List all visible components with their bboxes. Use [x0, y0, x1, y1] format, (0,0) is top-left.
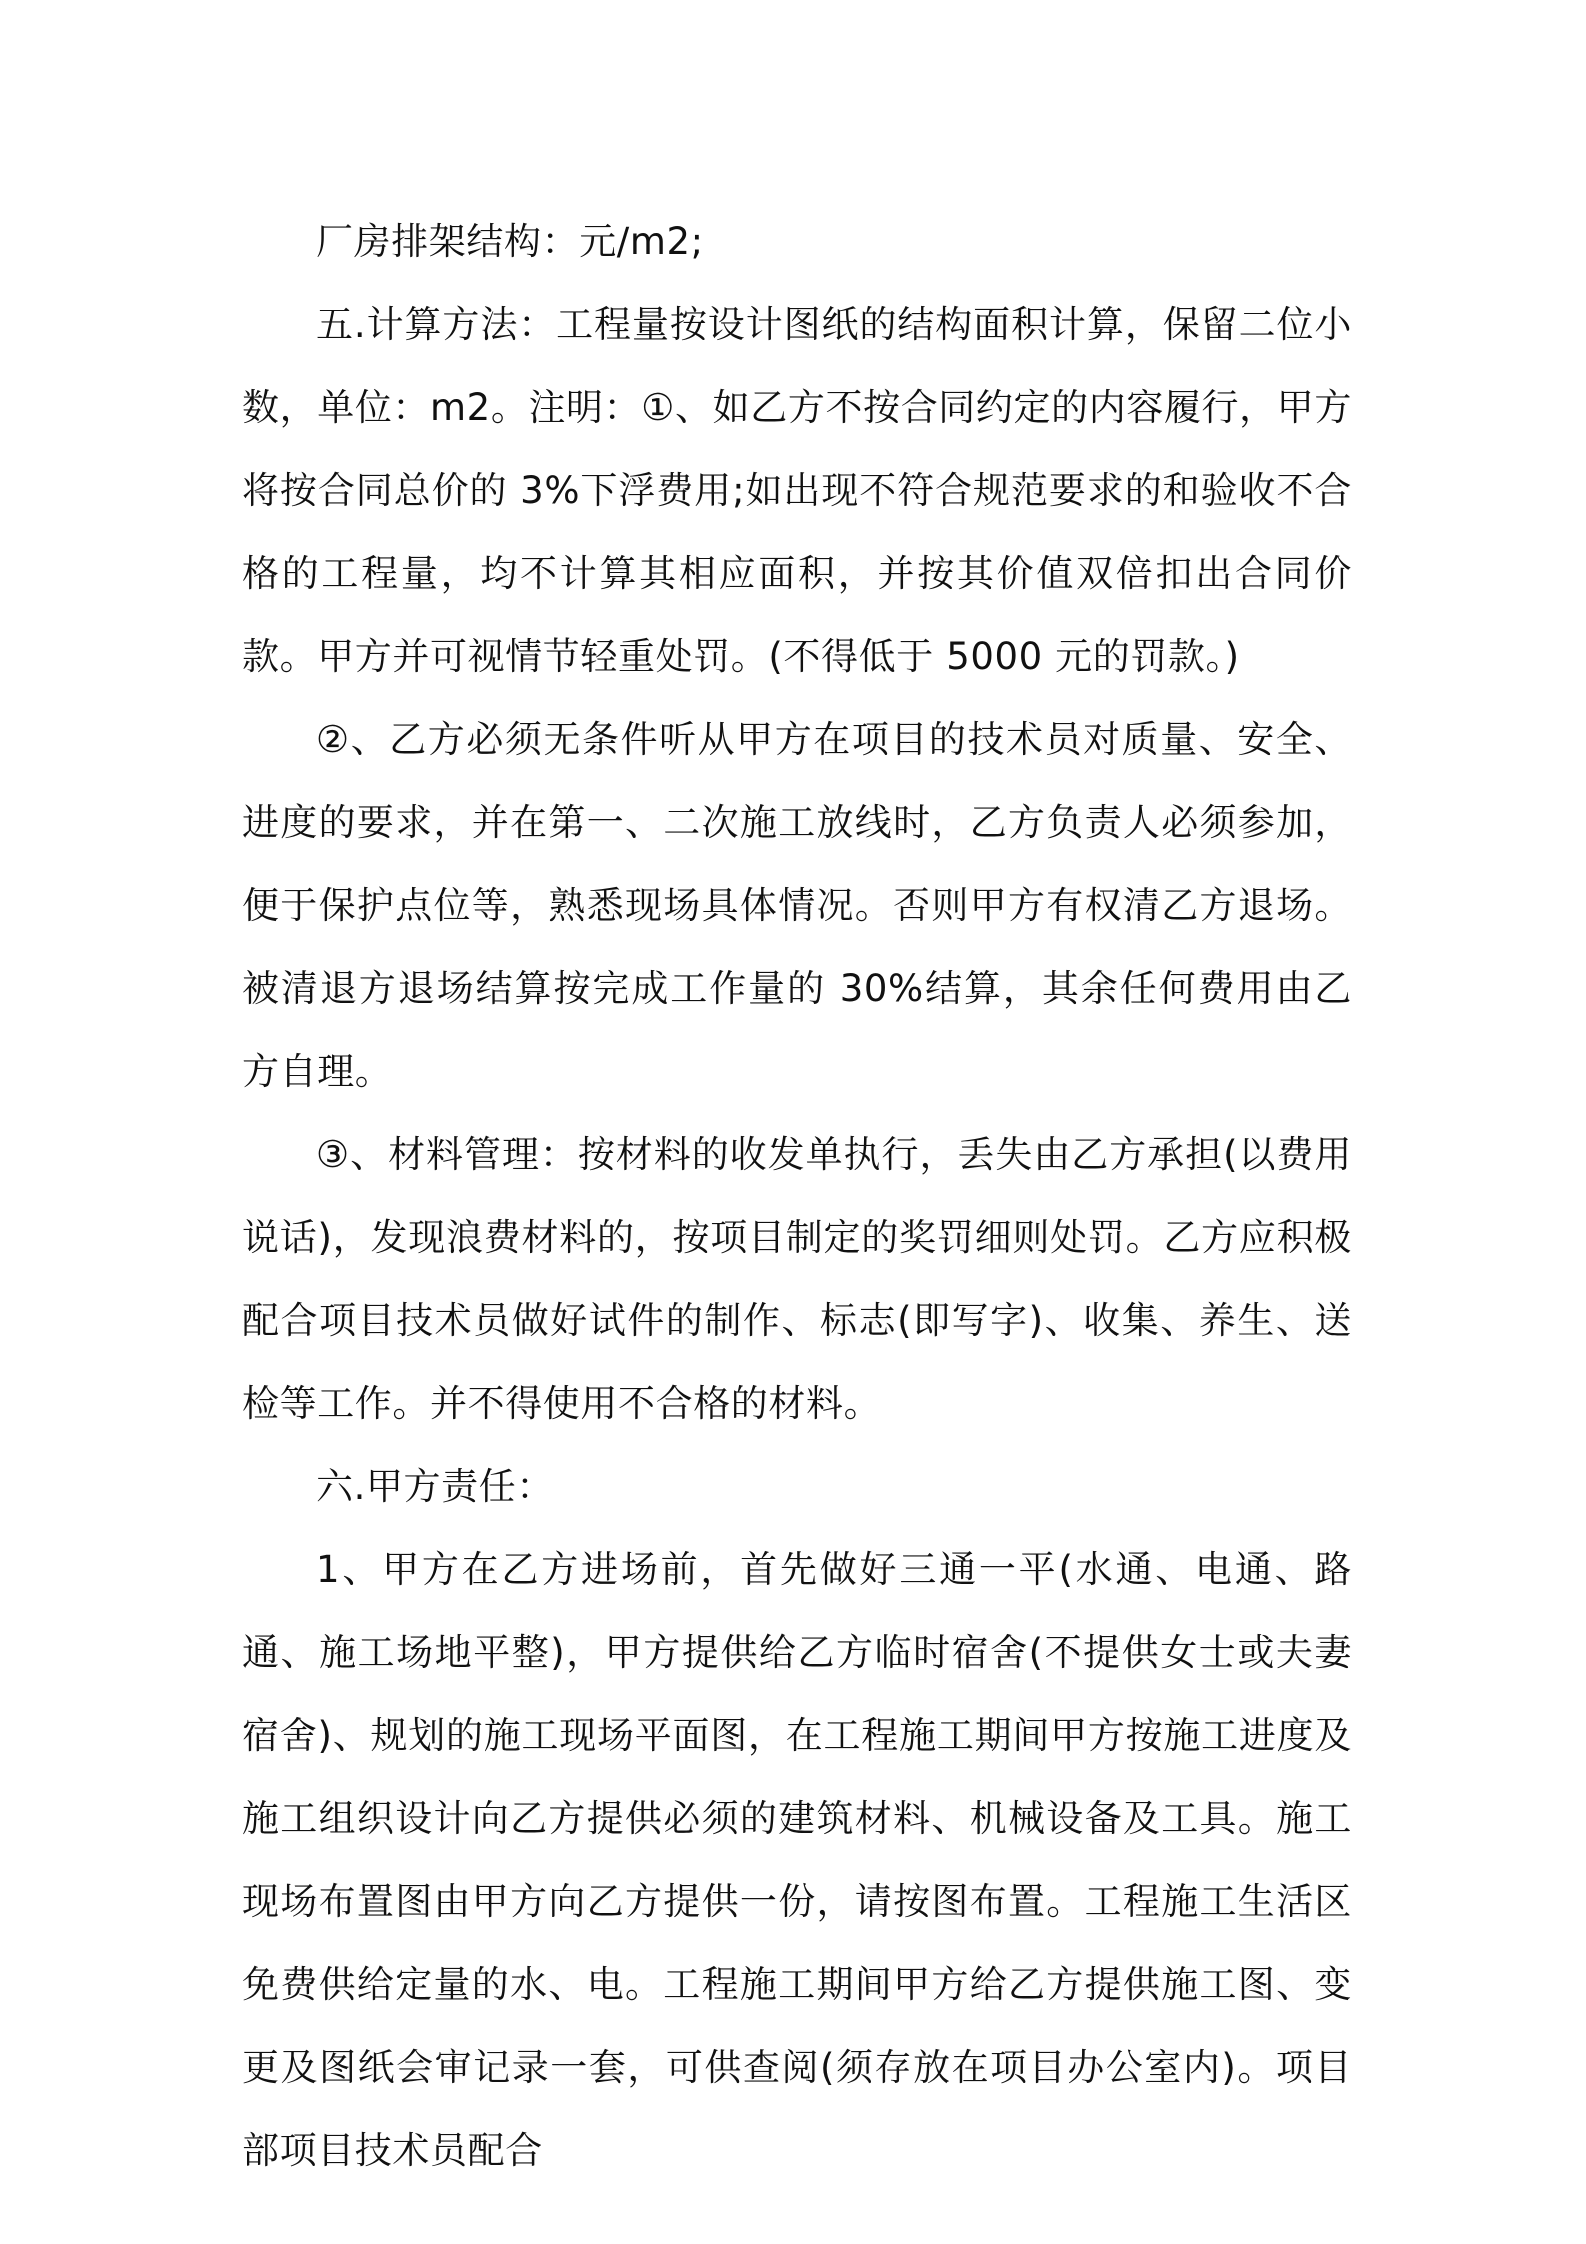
paragraph-material-management: ③、材料管理：按材料的收发单执行，丢失由乙方承担(以费用说话)，发现浪费材料的，按项目制定的奖罚细则处罚。乙方应积极配合项目技术员做好试件的制作、标志(即写字)、收集、养生、送检等工作。并不得使用不合格的材料。: [242, 1133, 1352, 1425]
paragraph-calculation-method: 五.计算方法：工程量按设计图纸的结构面积计算，保留二位小数，单位：m2。注明：①、如乙方不按合同约定的内容履行，甲方将按合同总价的 3%下浮费用;如出现不符合规范要求的和验收不合格的工程量，均不计算其相应面积，并按其价值双倍扣出合同价款。甲方并可视情节轻重处罚。(不得低于 5000 元的罚款。): [242, 303, 1352, 678]
paragraph-party-a-duties: 1、甲方在乙方进场前，首先做好三通一平(水通、电通、路通、施工场地平整)，甲方提供给乙方临时宿舍(不提供女士或夫妻宿舍)、规划的施工现场平面图，在工程施工期间甲方按施工进度及施工组织设计向乙方提供必须的建筑材料、机械设备及工具。施工现场布置图由甲方向乙方提供一份，请按图布置。工程施工生活区免费供给定量的水、电。工程施工期间甲方给乙方提供施工图、变更及图纸会审记录一套，可供查阅(须存放在项目办公室内)。项目部项目技术员配合: [242, 1548, 1352, 2172]
paragraph-structure-price: 厂房排架结构：元/m2;: [316, 220, 704, 263]
document-body: [242, 200, 1352, 2192]
section-heading-party-a-responsibility: 六.甲方责任：: [316, 1465, 554, 1508]
paragraph-technician-requirements: ②、乙方必须无条件听从甲方在项目的技术员对质量、安全、进度的要求，并在第一、二次施工放线时，乙方负责人必须参加，便于保护点位等，熟悉现场具体情况。否则甲方有权清乙方退场。被清退方退场结算按完成工作量的 30%结算，其余任何费用由乙方自理。: [242, 718, 1352, 1093]
